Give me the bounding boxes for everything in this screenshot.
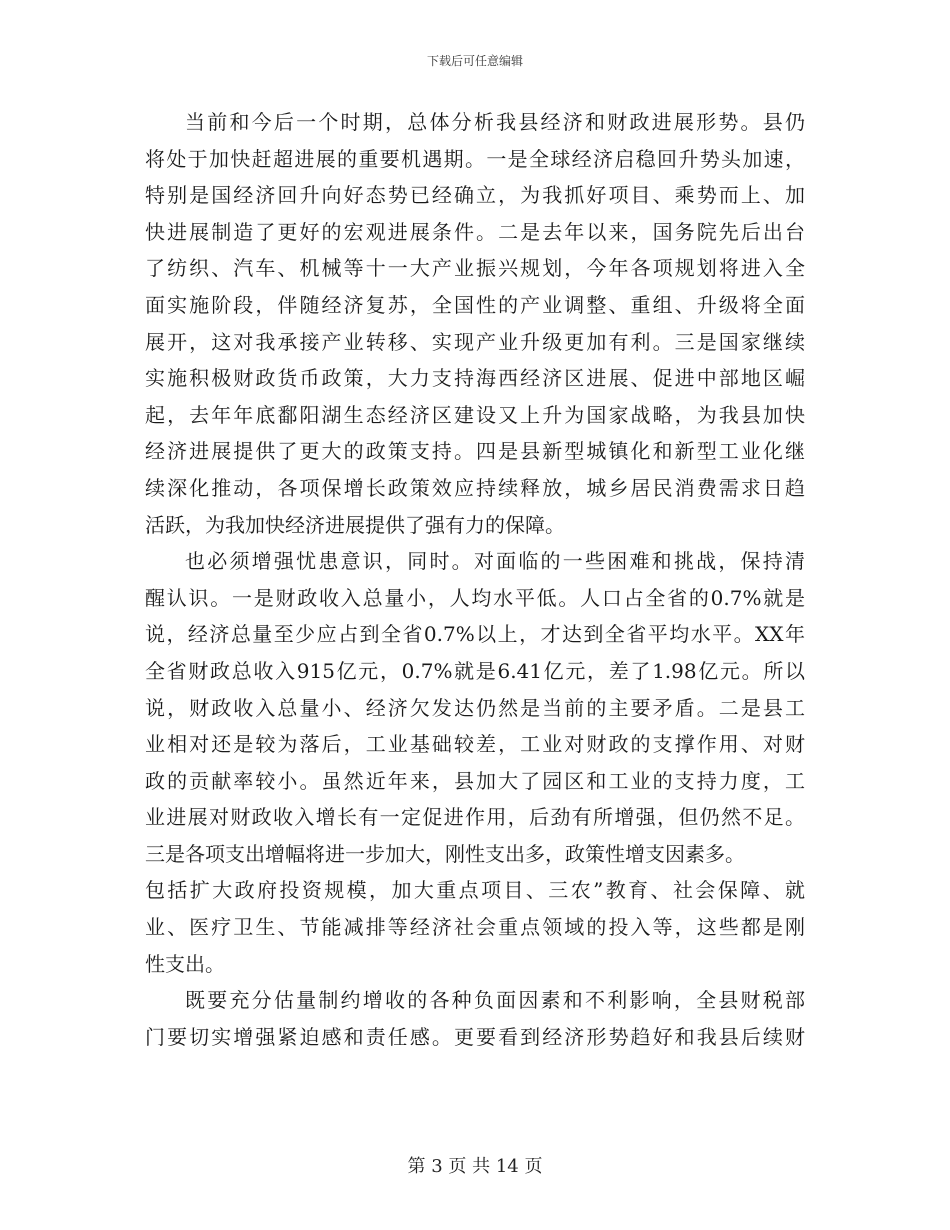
page-header: 下载后可任意编辑: [426, 54, 523, 68]
text-line: 活跃，为我加快经济进展提供了强有力的保障。: [145, 512, 565, 537]
text-line: 展开，这对我承接产业转移、实现产业升级更加有利。三是国家继续: [145, 329, 805, 354]
text-line: 快进展制造了更好的宏观进展条件。二是去年以来，国务院先后出台: [145, 219, 805, 244]
text-line: 醒认识。一是财政收入总量小，人均水平低。人口占全省的0.7%就是: [145, 585, 805, 610]
text-line: 了纺织、汽车、机械等十一大产业振兴规划，今年各项规划将进入全: [145, 256, 805, 281]
document-body: [145, 104, 805, 1055]
text-line: 特别是国经济回升向好态势已经确立，为我抓好项目、乘势而上、加: [145, 183, 805, 208]
text-line: 业进展对财政收入增长有一定促进作用，后劲有所增强，但仍然不足。: [145, 805, 805, 830]
paragraph-3: [145, 982, 805, 1055]
text-line: 性支出。: [145, 951, 225, 976]
text-line: 业相对还是较为落后，工业基础较差，工业对财政的支撑作用、对财: [145, 732, 805, 757]
text-line: 全省财政总收入915亿元，0.7%就是6.41亿元，差了1.98亿元。所以: [145, 658, 805, 683]
paragraph-1: [145, 104, 805, 543]
text-line: 起，去年年底鄱阳湖生态经济区建设又上升为国家战略，为我县加快: [145, 402, 805, 427]
text-line: 当前和今后一个时期，总体分析我县经济和财政进展形势。县仍: [185, 110, 805, 134]
text-line: 将处于加快赶超进展的重要机遇期。一是全球经济启稳回升势头加速，: [145, 146, 805, 171]
text-line: 业、医疗卫生、节能减排等经济社会重点领域的投入等，这些都是刚: [145, 915, 805, 940]
text-line: 说，经济总量至少应占到全省0.7%以上，才达到全省平均水平。XX年: [145, 622, 805, 647]
text-line: 也必须增强忧患意识，同时。对面临的一些困难和挑战，保持清: [185, 549, 805, 574]
text-line: 说，财政收入总量小、经济欠发达仍然是当前的主要矛盾。二是县工: [145, 695, 805, 720]
text-line: 既要充分估量制约增收的各种负面因素和不利影响，全县财税部: [185, 988, 805, 1013]
text-line: 面实施阶段，伴随经济复苏，全国性的产业调整、重组、升级将全面: [145, 292, 805, 317]
text-line: 包括扩大政府投资规模，加大重点项目、三农”教育、社会保障、就: [145, 878, 805, 903]
paragraph-2: [145, 543, 805, 982]
page-footer: 第 3 页 共 14 页: [407, 1156, 543, 1177]
text-line: 政的贡献率较小。虽然近年来，县加大了园区和工业的支持力度，工: [145, 768, 805, 793]
text-line: 续深化推动，各项保增长政策效应持续释放，城乡居民消费需求日趋: [145, 475, 805, 500]
text-line: 三是各项支出增幅将进一步加大，刚性支出多，政策性增支因素多。: [145, 841, 745, 866]
text-line: 实施积极财政货币政策，大力支持海西经济区进展、促进中部地区崛: [145, 366, 805, 391]
text-line: 门要切实增强紧迫感和责任感。更要看到经济形势趋好和我县后续财: [145, 1024, 805, 1049]
text-line: 经济进展提供了更大的政策支持。四是县新型城镇化和新型工业化继: [145, 439, 805, 464]
